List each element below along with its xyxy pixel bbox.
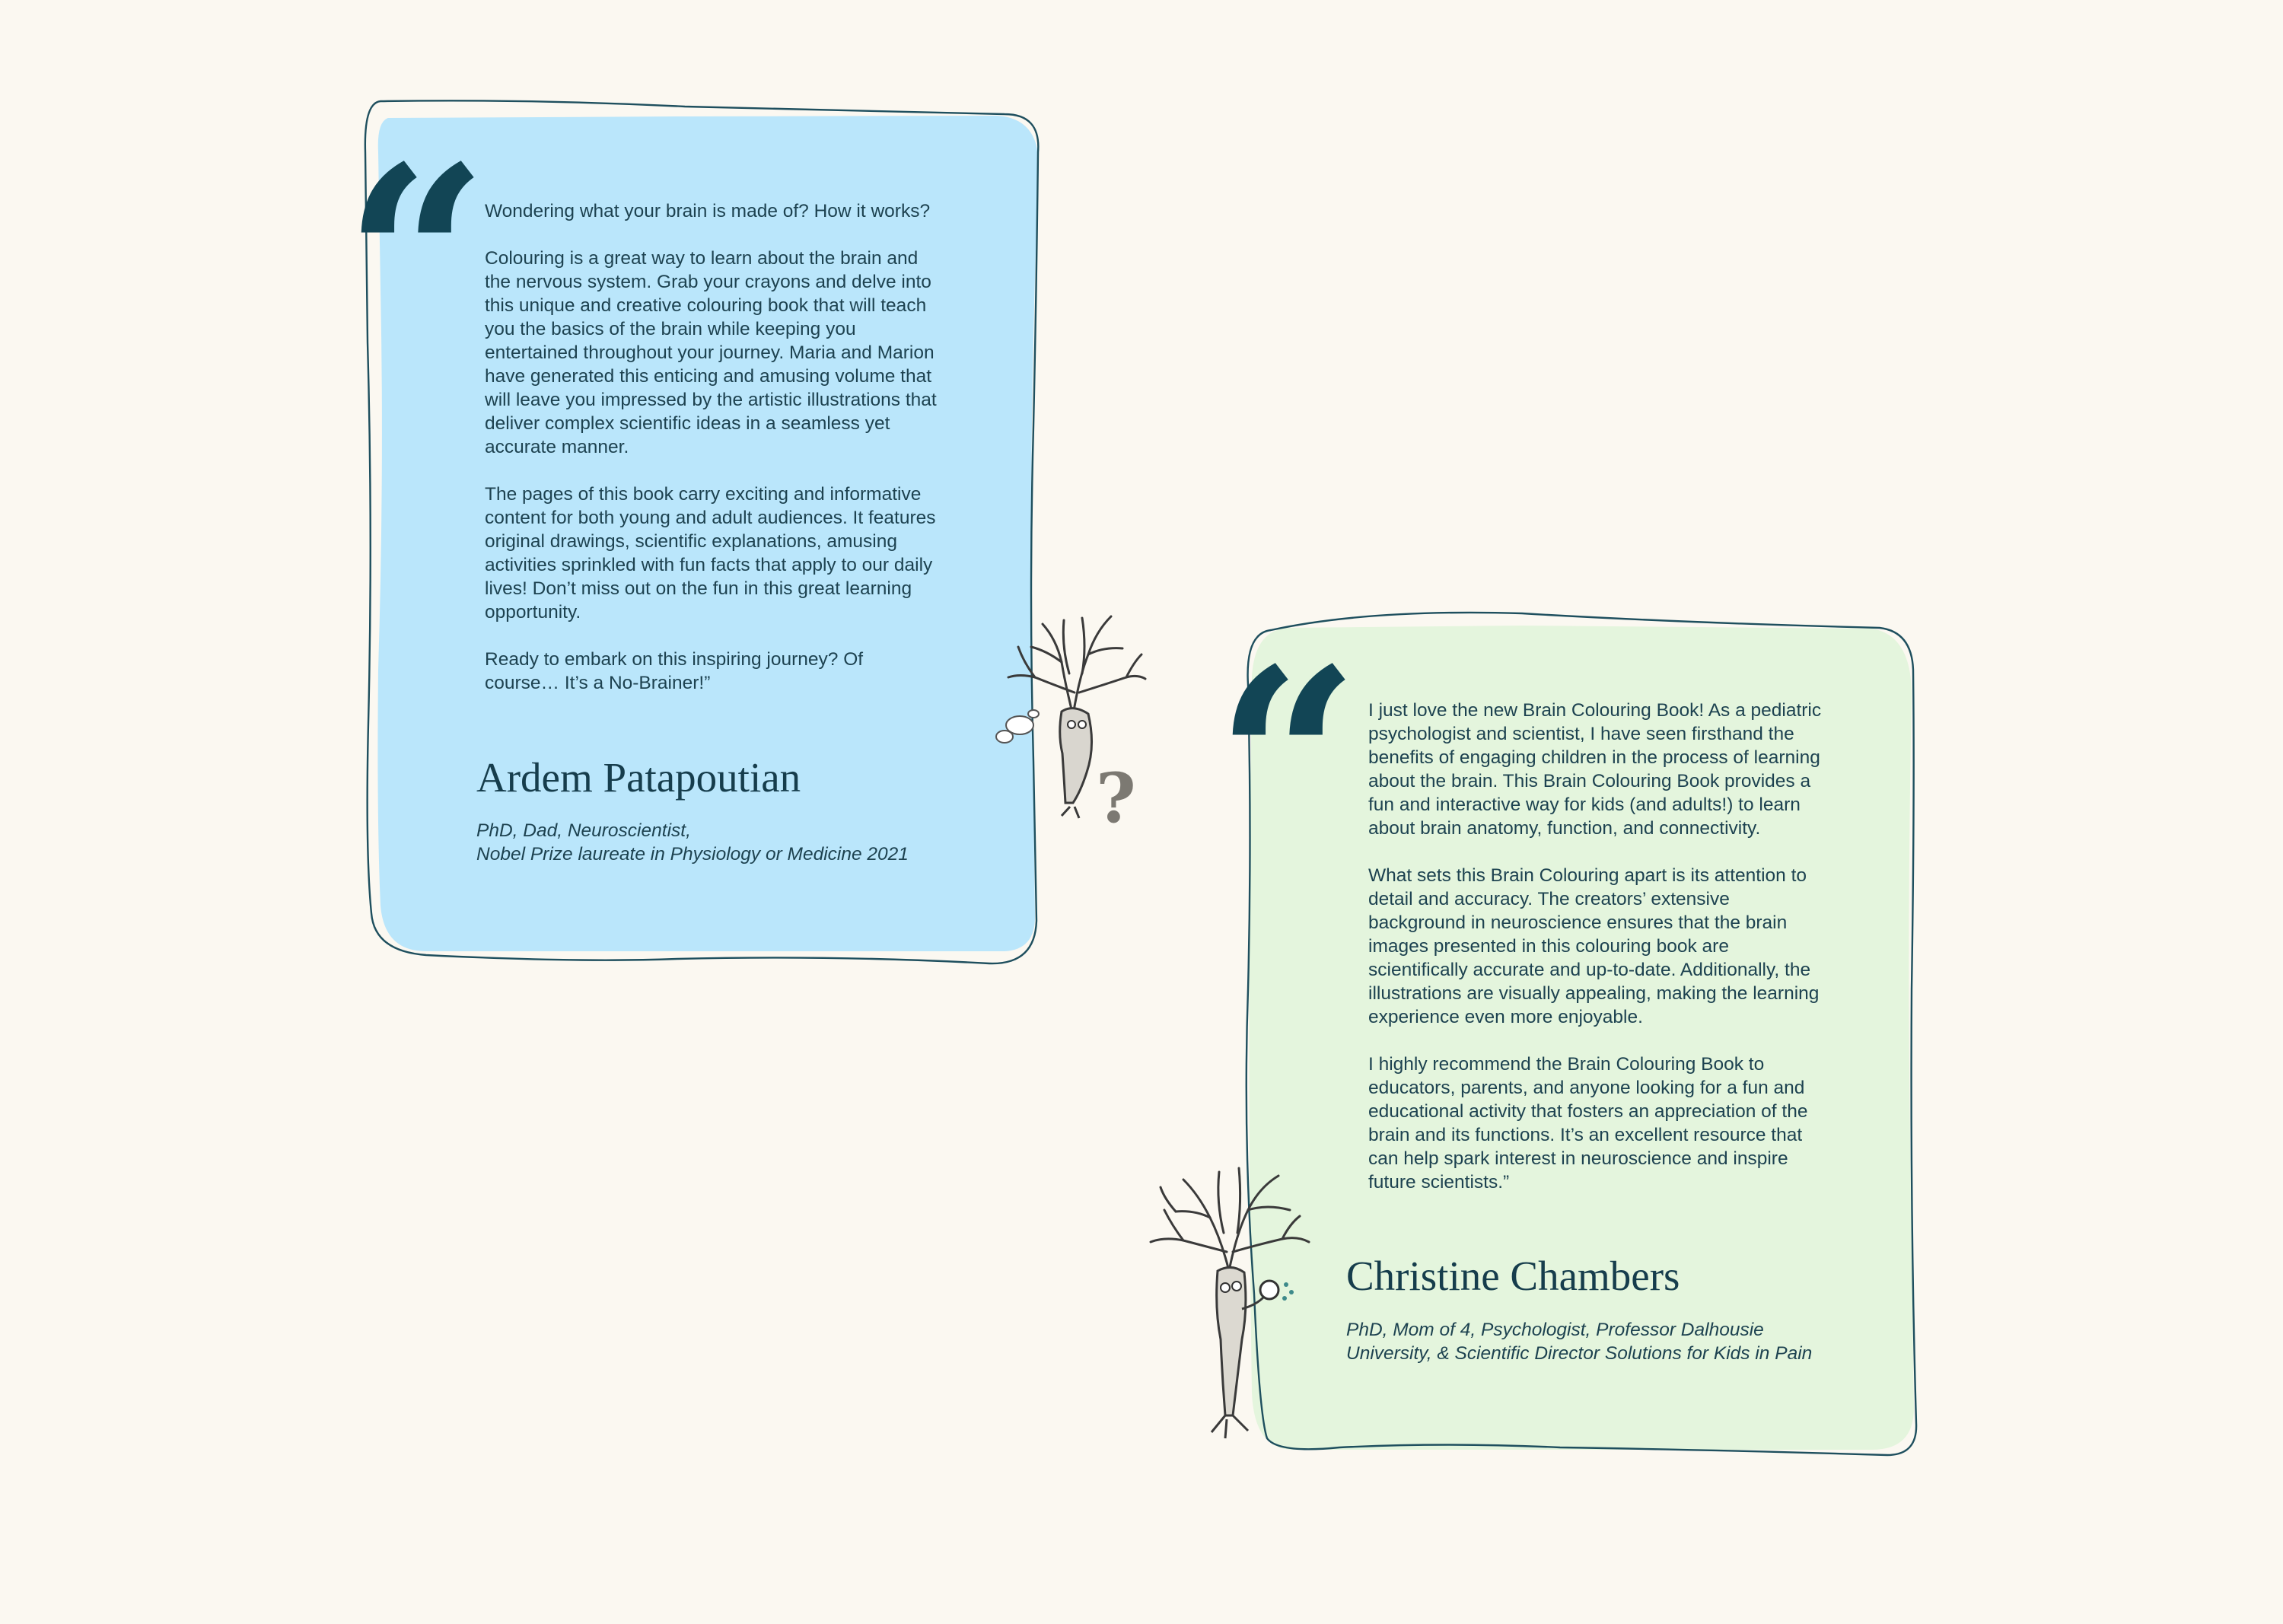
testimonial-paragraph: Wondering what your brain is made of? How it works? [485, 201, 931, 221]
author-name: Christine Chambers [1346, 1253, 1680, 1299]
author-name: Ardem Patapoutian [476, 754, 801, 801]
testimonial-body [1368, 699, 1825, 1194]
testimonial-paragraph: The pages of this book carry exciting and informative content for both young and adult audiences. It features original drawings, scientific explanations, amusing activities sprinkled with fun facts that apply to our daily lives! Don’t miss out on the fun in this great learning opportunity. [485, 484, 936, 623]
neuron-with-magnifier-illustration [1142, 1157, 1317, 1446]
testimonial-paragraph: I just love the new Brain Colouring Book! As a pediatric psychologist and scientist, I have seen firsthand the benefits of engaging children in the process of learning about the brain. This Brain Colouring Book provides a fun and interactive way for kids (and adults!) to learn about brain anatomy, function, and connectivity. [1368, 700, 1822, 839]
credentials-line: University, & Scientific Director Solutions for Kids in Pain [1346, 1343, 1813, 1364]
credentials-line: PhD, Dad, Neuroscientist, [476, 820, 691, 841]
testimonial-paragraph: What sets this Brain Colouring apart is its attention to detail and accuracy. The creators’ extensive background in neuroscience ensures that the brain images presented in this colouring book are scientifically accurate and up-to-date. Additionally, the illustrations are visually appealing, making the learning experience even more enjoyable. [1368, 865, 1820, 1027]
testimonial-paragraph: I highly recommend the Brain Colouring Book to educators, parents, and anyone looking for a fun and educational activity that fosters an appreciation of the brain and its functions. It’s an excellent resource that can help spark interest in neuroscience and inspire future scientists.” [1368, 1054, 1808, 1193]
quote-mark-icon: “ [1215, 613, 1346, 909]
svg-text:?: ? [1096, 758, 1136, 839]
author-credentials [1346, 1318, 1864, 1365]
credentials-line: Nobel Prize laureate in Physiology or Medicine 2021 [476, 844, 909, 865]
testimonial-paragraph: Ready to embark on this inspiring journey? Of course… It’s a No-Brainer!” [485, 649, 864, 693]
testimonial-paragraph: Colouring is a great way to learn about the brain and the nervous system. Grab your crayons and delve into this unique and creative colouring book that will teach you the basics of the brain while keeping you entertained throughout your journey. Maria and Marion have generated this enticing and amusing volume that will leave you impressed by the artistic illustrations that deliver complex scientific ideas in a seamless yet accurate manner. [485, 248, 937, 457]
credentials-line: PhD, Mom of 4, Psychologist, Professor Dalhousie [1346, 1320, 1764, 1340]
quote-mark-icon: “ [344, 111, 475, 406]
